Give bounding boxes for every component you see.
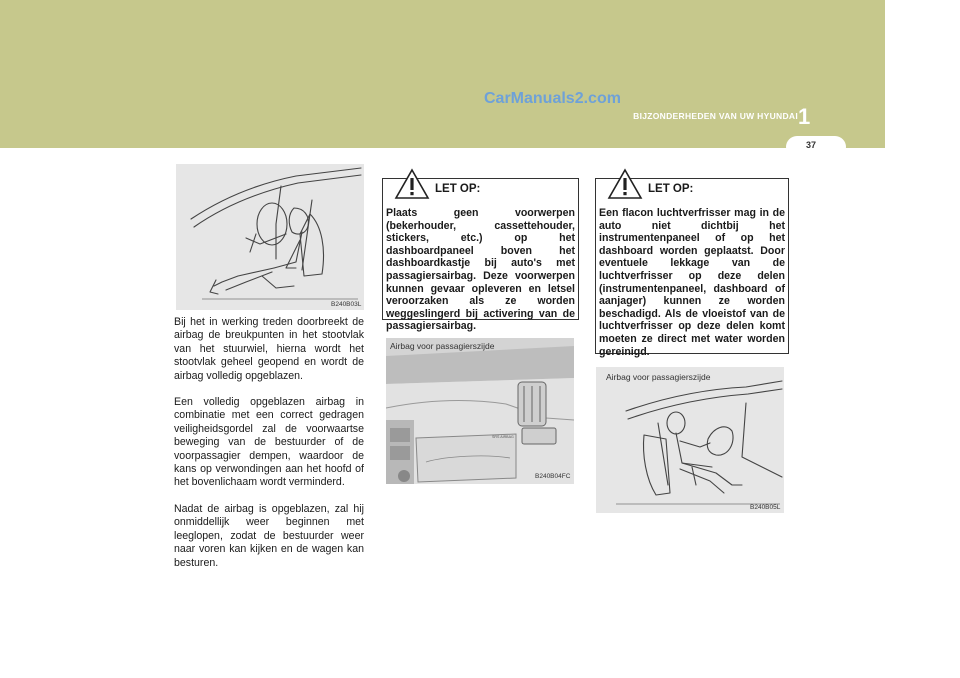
warning-triangle-icon	[394, 168, 430, 200]
figure-caption: Airbag voor passagierszijde	[606, 372, 711, 382]
passenger-airbag-illustration	[596, 367, 784, 513]
header-band	[0, 0, 885, 148]
paragraph: Een volledig opgeblazen airbag in combinatie met een correct gedragen veiligheidsgordel zal de voorwaartse beweging van de bestuurder of de voorpassagier dempen, waardoor de kans op verwondingen aan het hoofd of het bovenlichaam wordt verminderd.	[174, 396, 364, 489]
caution-title: LET OP:	[435, 183, 481, 195]
caution-text: Een flacon luchtverfrisser mag in de auto niet dichtbij het instrumentenpaneel of op het dashboard worden geplaatst. Door eventuele lekkage van de luchtverfrisser op deze delen (instrumentenpaneel, dashboard of aanjager) kunnen ze worden beschadigd. Als de vloeistof van de luchtverfrisser op deze delen komt moeten ze direct met water worden gereinigd.	[599, 207, 785, 358]
section-title: BIJZONDERHEDEN VAN UW HYUNDAI	[633, 111, 798, 121]
site-logo[interactable]: CarManuals2.com	[484, 90, 621, 107]
driver-airbag-illustration	[176, 164, 364, 310]
chapter-number: 1	[798, 104, 811, 129]
figure-caption: Airbag voor passagierszijde	[390, 341, 495, 351]
srs-airbag-label: SRS AIRBAG	[492, 435, 514, 439]
caution-box	[382, 178, 579, 333]
figure-code: B240B05L	[750, 504, 781, 511]
page-number: 37	[805, 140, 816, 150]
passenger-airbag-drawing	[596, 367, 784, 513]
passenger-airbag-dashboard-photo	[386, 338, 574, 484]
caution-box	[595, 178, 789, 358]
paragraph: Nadat de airbag is opgeblazen, zal hij onmiddellijk weer beginnen met leeglopen, zodat de bestuurder weer naar voren kan kijken en de wagen kan besturen.	[174, 502, 364, 569]
driver-airbag-drawing	[176, 164, 364, 310]
paragraph: Bij het in werking treden doorbreekt de airbag de breukpunten in het stootvlak van het stuurwiel, hierna wordt het stootvlak geheel geopend en wordt de airbag volledig opgeblazen.	[174, 316, 364, 382]
caution-text: Plaats geen voorwerpen (bekerhouder, cassettehouder, stickers, etc.) op het dashboardpaneel boven het dashboardkastje bij auto's met passagiersairbag. Deze voorwerpen kunnen gevaar opleveren en letsel veroorzaken als ze worden weggeslingerd bij activering van de passagiersairbag.	[386, 207, 575, 333]
caution-title: LET OP:	[648, 183, 694, 195]
body-text	[174, 316, 364, 583]
figure-code: B240B03L	[331, 301, 362, 308]
warning-triangle-icon	[607, 168, 643, 200]
dashboard-drawing	[386, 338, 574, 484]
figure-code: B240B04FC	[535, 473, 571, 480]
